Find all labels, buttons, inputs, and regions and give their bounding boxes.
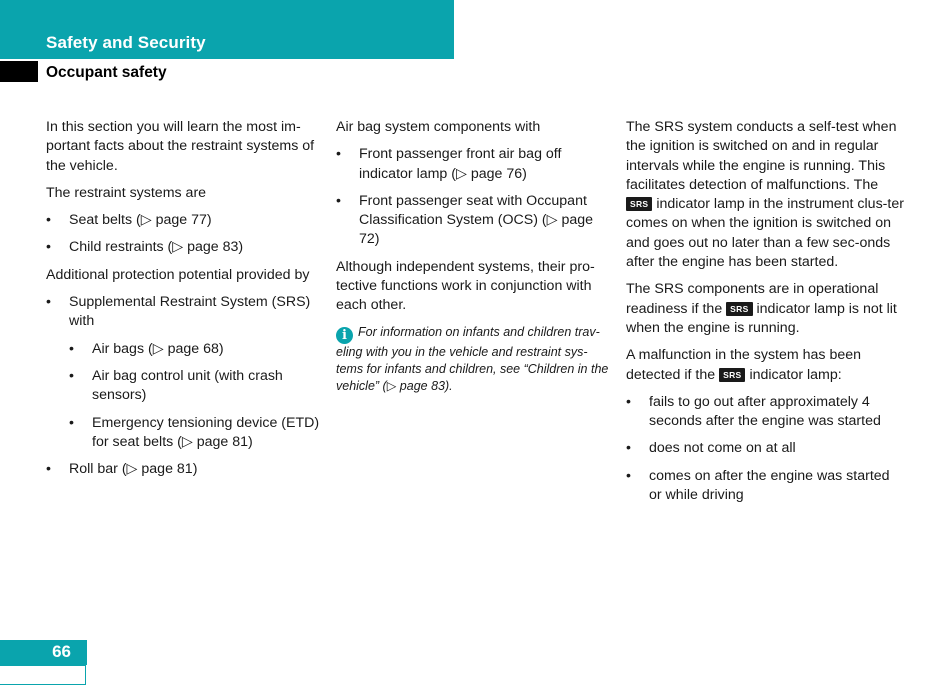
components-heading: Air bag system components with bbox=[336, 119, 541, 135]
list-item: • Emergency tensioning device (ETD) for seat belts (▷ page 81) bbox=[69, 414, 322, 453]
self-test-paragraph bbox=[626, 118, 906, 272]
protection-list bbox=[46, 293, 322, 479]
section-title: Safety and Security bbox=[46, 33, 206, 52]
readiness-paragraph bbox=[626, 280, 906, 338]
srs-indicator-icon: SRS bbox=[719, 368, 745, 382]
list-item: • Roll bar (▷ page 81) bbox=[46, 460, 322, 479]
list-item: • Front passenger front air bag off indicator lamp (▷ page 76) bbox=[336, 145, 612, 184]
column-1 bbox=[46, 118, 322, 487]
text-span: The SRS system conducts a self-test when the ignition is switched on and in regular intervals while the engine is running. This facilitates detection of malfunctions. The bbox=[626, 119, 897, 193]
malfunction-paragraph bbox=[626, 346, 906, 385]
malfunction-conditions-list bbox=[626, 393, 906, 505]
list-item: • Air bag control unit (with crash sensors) bbox=[69, 367, 322, 406]
text-span: indicator lamp is not lit when the engine is running. bbox=[626, 300, 897, 336]
list-item: • Seat belts (▷ page 77) bbox=[46, 211, 322, 230]
list-item: • Air bags (▷ page 68) bbox=[69, 340, 322, 359]
list-item: • does not come on at all bbox=[626, 439, 906, 458]
info-note bbox=[336, 324, 612, 395]
column-2 bbox=[336, 118, 612, 395]
srs-item-label: Supplemental Restraint System (SRS) with bbox=[69, 294, 311, 330]
list-item: • comes on after the engine was started or while driving bbox=[626, 467, 906, 506]
srs-indicator-icon: SRS bbox=[626, 197, 652, 211]
text-span: The SRS components are in operational readiness if the bbox=[626, 281, 879, 317]
list-item: • fails to go out after approximately 4 seconds after the engine was started bbox=[626, 393, 906, 432]
additional-heading: Additional protection potential provided by bbox=[46, 266, 310, 283]
column-3 bbox=[626, 118, 906, 513]
components-list bbox=[336, 145, 612, 249]
text-span: indicator lamp: bbox=[749, 366, 842, 383]
restraints-heading: The restraint systems are bbox=[46, 184, 207, 201]
subsection-title: Occupant safety bbox=[46, 64, 167, 81]
restraints-list bbox=[46, 211, 322, 258]
text-span: A malfunction in the system has been detected if the bbox=[626, 347, 862, 383]
page-number: 66 bbox=[52, 642, 71, 661]
intro-paragraph: In this section you will learn the most im-portant facts about the restraint systems of the vehicle. bbox=[46, 119, 315, 174]
text-span: indicator lamp in the instrument clus-ter comes on when the ignition is switched on and goes out no later than a few sec-onds after the engine has been started. bbox=[626, 196, 904, 271]
srs-components-list bbox=[69, 340, 322, 452]
conjunction-paragraph: Although independent systems, their pro-tective functions work in conjunction with each other. bbox=[336, 258, 595, 314]
info-icon: i bbox=[336, 327, 353, 344]
list-item: • Child restraints (▷ page 83) bbox=[46, 238, 322, 257]
subsection-marker bbox=[0, 61, 38, 82]
srs-indicator-icon: SRS bbox=[726, 302, 752, 316]
page-number-frame bbox=[0, 665, 86, 685]
list-item: • Front passenger seat with Occupant Classification System (OCS) (▷ page 72) bbox=[336, 192, 612, 250]
list-item-srs bbox=[46, 293, 322, 452]
info-note-text: For information on infants and children trav-eling with you in the vehicle and restraint sys-tems for infants and children, see “Children in the vehicle” (▷ page 83). bbox=[336, 324, 609, 393]
